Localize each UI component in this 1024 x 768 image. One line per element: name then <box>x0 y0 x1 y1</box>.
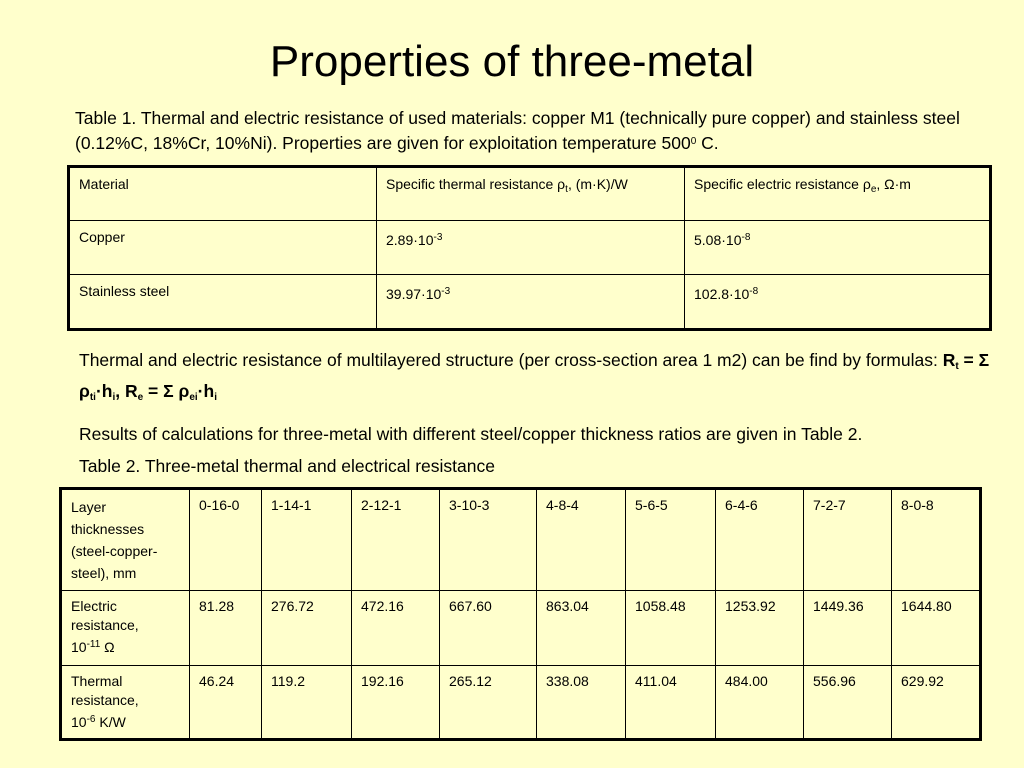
cell-layer: 4-8-4 <box>537 489 626 591</box>
cell-electric: 1449.36 <box>804 591 892 666</box>
cell-electric: 81.28 <box>190 591 262 666</box>
cell-thermal: 46.24 <box>190 666 262 740</box>
table1-caption-end: C. <box>696 133 719 153</box>
cell-thermal <box>377 221 685 275</box>
cell-thermal-base: 2.89·10 <box>386 232 434 248</box>
header-thermal-text: Specific thermal resistance ρ <box>386 176 566 192</box>
cell-thermal-exp: -3 <box>441 286 451 297</box>
cell-layer: 6-4-6 <box>716 489 804 591</box>
cell-electric <box>685 221 991 275</box>
formula-i-sub2: i <box>214 392 217 403</box>
cell-layer: 3-10-3 <box>440 489 537 591</box>
cell-layer: 2-12-1 <box>352 489 440 591</box>
electric-unit-base: 10 <box>71 639 87 655</box>
cell-electric: 1058.48 <box>626 591 716 666</box>
cell-thermal <box>377 275 685 330</box>
formula-comma: , R <box>115 381 138 401</box>
table-row <box>69 221 991 275</box>
cell-thermal: 265.12 <box>440 666 537 740</box>
cell-material: Stainless steel <box>69 275 377 330</box>
formula-intro: Thermal and electric resistance of multilayered structure (per cross-section area 1 m2) can be find by formulas: <box>79 350 943 370</box>
cell-electric-base: 102.8·10 <box>694 286 750 302</box>
row-label-electric <box>61 591 190 666</box>
cell-thermal-exp: -3 <box>433 232 443 243</box>
thermal-unit-end: K/W <box>95 714 126 730</box>
header-thermal-sub: t <box>565 184 568 195</box>
cell-layer: 8-0-8 <box>892 489 981 591</box>
page-title: Properties of three-metal <box>269 37 755 86</box>
cell-electric <box>685 275 991 330</box>
cell-electric: 472.16 <box>352 591 440 666</box>
row-label-thermal <box>61 666 190 740</box>
formula-re-sub: e <box>137 392 144 403</box>
table1-caption-text: Table 1. Thermal and electric resistance of used materials: copper M1 (technically pure copper) and stainless steel (0.12%C, 18%Cr, 10%Ni). Properties are given for exploitation temperature 500 <box>75 108 960 153</box>
degree-sup: 0 <box>690 136 697 147</box>
three-metal-table <box>59 487 982 741</box>
table-row-layers <box>61 489 981 591</box>
cell-electric: 276.72 <box>262 591 352 666</box>
header-thermal-unit: , (m·K)/W <box>567 176 628 192</box>
header-electric-sub: e <box>870 184 877 195</box>
formula-i-sub1: i <box>112 392 116 403</box>
cell-layer: 0-16-0 <box>190 489 262 591</box>
formula-rt-sub: t <box>955 361 959 372</box>
header-thermal <box>377 167 685 221</box>
formula-eq2: = Σ ρ <box>143 381 190 401</box>
cell-thermal: 411.04 <box>626 666 716 740</box>
cell-thermal: 338.08 <box>537 666 626 740</box>
cell-thermal: 192.16 <box>352 666 440 740</box>
cell-electric: 1644.80 <box>892 591 981 666</box>
cell-thermal: 119.2 <box>262 666 352 740</box>
formula-dot2: ·h <box>197 381 215 401</box>
header-electric <box>685 167 991 221</box>
cell-material: Copper <box>69 221 377 275</box>
electric-label-text: Electric resistance, <box>71 598 139 633</box>
cell-thermal: 484.00 <box>716 666 804 740</box>
table-row <box>69 275 991 330</box>
cell-electric-exp: -8 <box>741 232 751 243</box>
table-header-row <box>69 167 991 221</box>
cell-layer: 7-2-7 <box>804 489 892 591</box>
cell-thermal-base: 39.97·10 <box>386 286 442 302</box>
thermal-unit-base: 10 <box>71 714 87 730</box>
cell-layer: 1-14-1 <box>262 489 352 591</box>
table-row-thermal <box>61 666 981 740</box>
table2-caption: Table 2. Three-metal thermal and electrical resistance <box>79 456 495 476</box>
header-electric-text: Specific electric resistance ρ <box>694 176 871 192</box>
cell-thermal: 629.92 <box>892 666 981 740</box>
formula-ei-sub: ei <box>189 392 198 403</box>
formula-dot1: ·h <box>95 381 113 401</box>
thermal-label-text: Thermal resistance, <box>71 673 139 708</box>
thermal-unit-exp: -6 <box>86 714 96 725</box>
cell-electric: 667.60 <box>440 591 537 666</box>
electric-unit-end: Ω <box>100 639 115 655</box>
cell-thermal: 556.96 <box>804 666 892 740</box>
cell-electric-exp: -8 <box>749 286 759 297</box>
cell-layer: 5-6-5 <box>626 489 716 591</box>
cell-electric: 1253.92 <box>716 591 804 666</box>
table-row-electric <box>61 591 981 666</box>
header-material: Material <box>69 167 377 221</box>
row-label-layers: Layer thicknesses (steel-copper-steel), mm <box>61 489 190 591</box>
formula-paragraph <box>79 348 999 410</box>
header-electric-unit: , Ω·m <box>876 176 911 192</box>
formula-ti-sub: ti <box>89 392 96 403</box>
cell-electric: 863.04 <box>537 591 626 666</box>
cell-electric-base: 5.08·10 <box>694 232 742 248</box>
materials-table <box>67 165 992 331</box>
formula-eq1: = Σ ρ <box>79 350 990 401</box>
electric-unit-exp: -11 <box>86 639 101 650</box>
results-paragraph: Results of calculations for three-metal with different steel/copper thickness ratios are given in Table 2. <box>79 424 863 444</box>
formula-rt: R <box>942 350 956 370</box>
table1-caption <box>75 106 975 155</box>
